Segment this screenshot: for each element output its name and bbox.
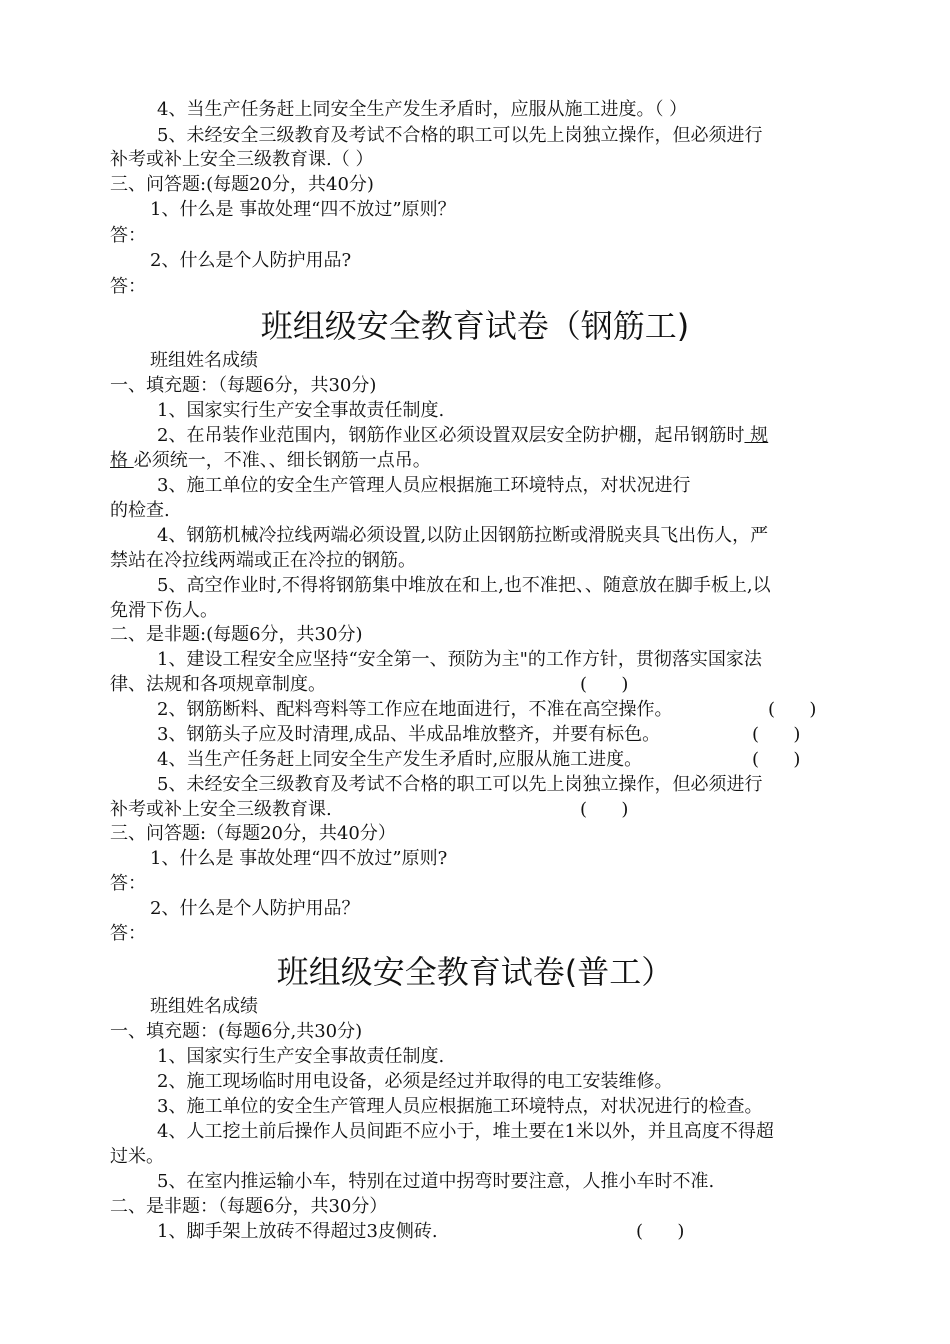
rebar-qa-1: 1、什么是 事故处理“四不放过”原则? xyxy=(150,848,448,869)
rebar-tf-5-answer-paren: ( ) xyxy=(580,799,629,820)
general-exam-title: 班组级安全教育试卷(普工） xyxy=(276,953,674,991)
rebar-tf-header: 二、是非题:(每题6分，共30分) xyxy=(110,624,363,645)
general-tf-header: 二、是非题：（每题6分，共30分） xyxy=(110,1196,388,1217)
tf-question-4: 4、当生产任务赶上同安全生产发生矛盾时，应服从施工进度。（ ） xyxy=(157,99,688,120)
general-info-line: 班组姓名成绩 xyxy=(150,996,258,1017)
rebar-fill-5-line1: 5、高空作业时,不得将钢筋集中堆放在和上,也不准把、、随意放在脚手板上,以 xyxy=(157,575,771,596)
qa-question-2: 2、什么是个人防护用品? xyxy=(150,250,352,271)
rebar-fill-4-line1: 4、钢筋机械冷拉线两端必须设置,以防止因钢筋拉断或滑脱夹具飞出伤人，严 xyxy=(157,525,769,546)
rebar-answer-label-2: 答： xyxy=(110,923,146,944)
rebar-tf-1-answer-paren: ( ) xyxy=(580,674,629,695)
rebar-info-line: 班组姓名成绩 xyxy=(150,350,258,371)
rebar-fill-header: 一、填充题：（每题6分，共30分) xyxy=(110,375,377,396)
answer-label-2: 答： xyxy=(110,276,146,297)
rebar-fill-2-text: 2、在吊装作业范围内，钢筋作业区必须设置双层安全防护棚，起吊钢筋时 xyxy=(157,425,745,446)
rebar-tf-1-line1: 1、建设工程安全应坚持“安全第一、预防为主"的工作方针，贯彻落实国家法 xyxy=(157,649,762,670)
rebar-fill-2-rest: 必须统一，不准、、细长钢筋一点吊。 xyxy=(133,450,431,471)
rebar-tf-5-line2: 补考或补上安全三级教育课. xyxy=(110,799,332,820)
rebar-fill-3-line2: 的检查. xyxy=(110,500,170,521)
rebar-fill-2-underline-cont: 格 xyxy=(110,450,134,471)
answer-label-1: 答： xyxy=(110,225,146,246)
rebar-tf-3-answer-paren: ( ) xyxy=(752,724,801,745)
rebar-tf-2: 2、钢筋断料、配料弯料等工作应在地面进行，不准在高空操作。 xyxy=(157,699,673,720)
rebar-qa-2: 2、什么是个人防护用品？ xyxy=(150,898,360,919)
rebar-tf-2-answer-paren: ( ) xyxy=(768,699,817,720)
general-fill-3: 3、施工单位的安全生产管理人员应根据施工环境特点，对状况进行的检查。 xyxy=(157,1096,763,1117)
general-fill-4-line1: 4、人工挖土前后操作人员间距不应小于，堆土要在1米以外，并且高度不得超 xyxy=(157,1121,774,1142)
rebar-fill-4-line2: 禁站在冷拉线两端或正在冷拉的钢筋。 xyxy=(110,550,416,571)
rebar-fill-5-line2: 免滑下伤人。 xyxy=(110,600,218,621)
rebar-tf-3: 3、钢筋头子应及时清理,成品、半成品堆放整齐，并要有标色。 xyxy=(157,724,661,745)
general-tf-1-answer-paren: ( ) xyxy=(636,1221,685,1242)
qa-question-1: 1、什么是 事故处理“四不放过”原则？ xyxy=(150,199,456,220)
rebar-tf-4: 4、当生产任务赶上同安全生产发生矛盾时,应服从施工进度。 xyxy=(157,749,643,770)
rebar-qa-header: 三、问答题:（每题20分，共40分） xyxy=(110,823,396,844)
qa-section-header: 三、问答题:(每题20分，共40分) xyxy=(110,174,374,195)
general-tf-1: 1、脚手架上放砖不得超过3皮侧砖. xyxy=(157,1221,438,1242)
rebar-fill-2-line2 xyxy=(110,449,431,473)
general-fill-2: 2、施工现场临时用电设备，必须是经过并取得的电工安装维修。 xyxy=(157,1071,673,1092)
tf-question-5-line2: 补考或补上安全三级教育课.（ ） xyxy=(110,149,374,170)
rebar-fill-2-underline: 规 xyxy=(744,425,769,446)
rebar-fill-2-line1 xyxy=(157,424,768,448)
rebar-tf-4-answer-paren: ( ) xyxy=(752,749,801,770)
general-fill-5: 5、在室内推运输小车，特别在过道中拐弯时要注意，人推小车时不准. xyxy=(157,1171,715,1192)
rebar-tf-5-line1: 5、未经安全三级教育及考试不合格的职工可以先上岗独立操作，但必须进行 xyxy=(157,774,763,795)
general-fill-4-line2: 过米。 xyxy=(110,1146,164,1167)
tf-question-5-line1: 5、未经安全三级教育及考试不合格的职工可以先上岗独立操作，但必须进行 xyxy=(157,125,763,146)
general-fill-1: 1、国家实行生产安全事故责任制度. xyxy=(157,1046,445,1067)
rebar-exam-title: 班组级安全教育试卷（钢筋工) xyxy=(260,307,690,345)
rebar-fill-3-line1: 3、施工单位的安全生产管理人员应根据施工环境特点，对状况进行 xyxy=(157,475,691,496)
rebar-tf-1-line2: 律、法规和各项规章制度。 xyxy=(110,674,326,695)
rebar-answer-label-1: 答： xyxy=(110,873,146,894)
rebar-fill-1: 1、国家实行生产安全事故责任制度. xyxy=(157,400,445,421)
general-fill-header: 一、填充题：(每题6分,共30分) xyxy=(110,1021,363,1042)
